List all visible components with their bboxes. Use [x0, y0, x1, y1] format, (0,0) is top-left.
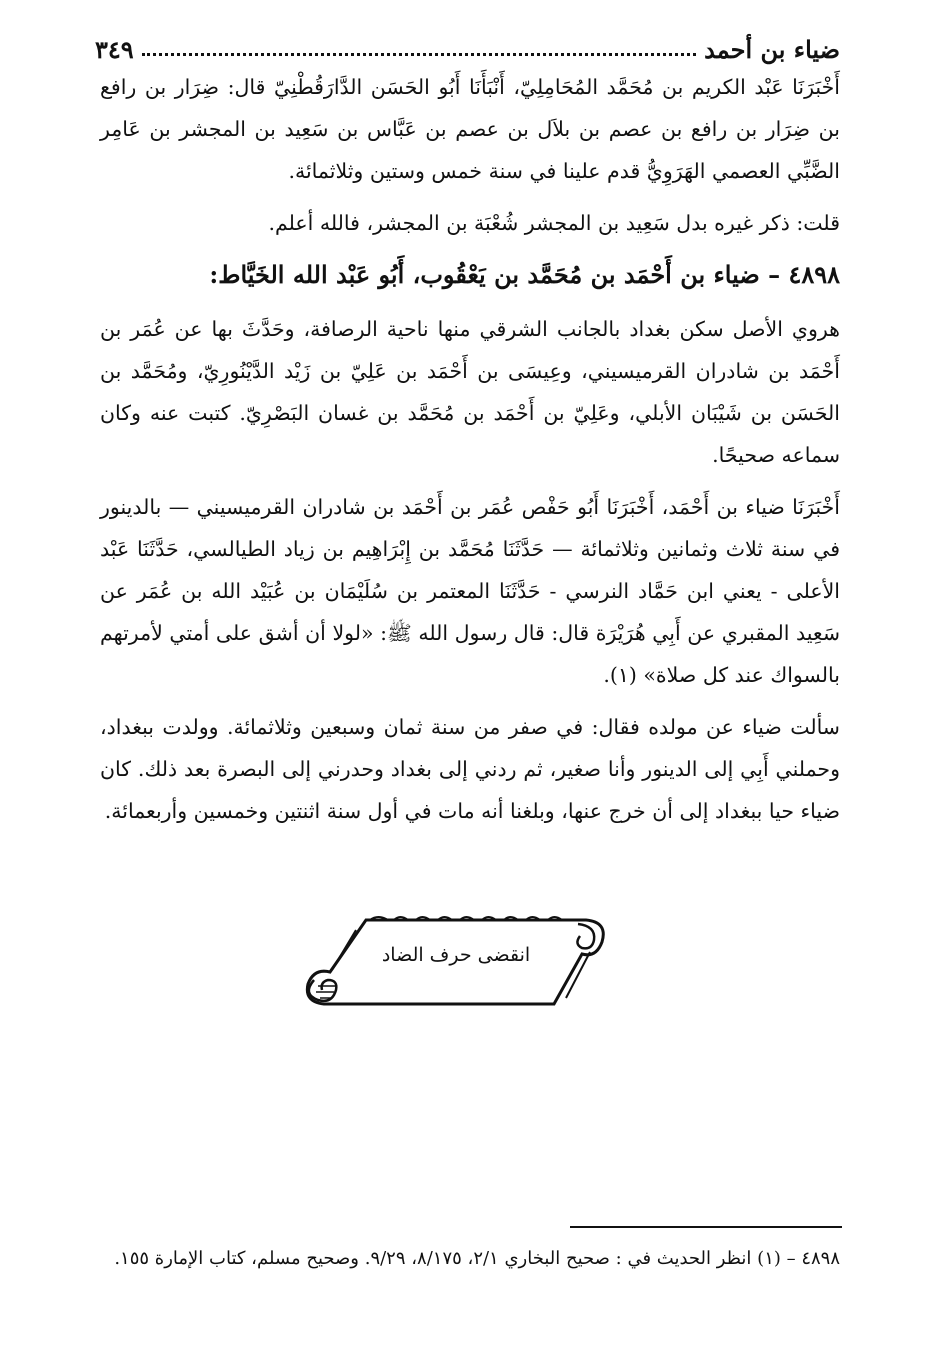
footnote-rule	[570, 1226, 842, 1228]
main-text	[100, 66, 840, 842]
paragraph-birth: سألت ضياء عن مولده فقال: في صفر من سنة ثمان وسبعين وثلاثمائة. وولدت ببغداد، وحملني أَبِي إلى الدينور وأنا صغير، ثم ردني إلى بغداد وحدرني إلى البصرة بعد ذلك. كان ضياء حيا ببغداد إلى أن خرج عنها، وبلغنا أنه مات في أول سنة اثنتين وخمسين وأربعمائة.	[100, 715, 840, 823]
paragraph-narration: أَخْبَرَنَا عَبْد الكريم بن مُحَمَّد المُحَامِلِيّ، أَنْبَأَنَا أَبُو الحَسَن الدَّارَقُطْنِيّ قال: ضِرَار بن رافع بن ضِرَار بن رافع بن عصم بن بلاَل بن عصم بن عَبَّاس بن سَعِيد بن المجشر بن عَامِر الضَّبِّي العصمي الهَرَوِيُّ قدم علينا في سنة خمس وستين وثلاثمائة.	[100, 75, 840, 183]
page-number: ٣٤٩	[95, 35, 134, 64]
paragraph-bio: هروي الأصل سكن بغداد بالجانب الشرقي منها ناحية الرصافة، وحَدَّثَ بها عن عُمَر بن أَحْمَد بن شادران القرميسيني، وعِيسَى بن أَحْمَد بن عَلِيّ بن زَيْد الدَّيْنُورِيّ، ومُحَمَّد بن الحَسَن بن شَيْبَان الأبلي، وعَلِيّ بن أَحْمَد بن مُحَمَّد بن غسان البَصْرِيّ. كتبت عنه وكان سماعه صحيحًا.	[100, 317, 840, 467]
scroll-ornament	[296, 908, 616, 1016]
dotted-leader	[142, 53, 696, 56]
paragraph-hadith: أَخْبَرَنَا ضياء بن أَحْمَد، أَخْبَرَنَا أَبُو حَفْص عُمَر بن أَحْمَد بن شادران القرميسيني — بالدينور في سنة ثلاث وثمانين وثلاثمائة — حَدَّثَنَا مُحَمَّد بن إِبْرَاهِيم بن زياد الطيالسي، حَدَّثَنَا عَبْد الأعلى - يعني ابن حَمَّاد النرسي - حَدَّثَنَا المعتمر بن سُلَيْمَان بن عُبَيْد الله بن عُمَر عن سَعِيد المقبري عن أَبِي هُرَيْرَة قال: قال رسول الله ﷺ: «لولا أن أشق على أمتي لأمرتهم بالسواك عند كل صلاة» (١).	[100, 495, 840, 687]
running-header	[95, 28, 840, 64]
running-title: ضياء بن أحمد	[704, 35, 840, 64]
paragraph-note: قلت: ذكر غيره بدل سَعِيد بن المجشر شُعْبَة بن المجشر، فالله أعلم.	[268, 211, 840, 235]
footnote: ٤٨٩٨ – (١) انظر الحديث في : صحيح البخاري ٢/١، ٨/١٧٥، ٩/٢٩. وصحيح مسلم، كتاب الإمارة ١٥٥.	[114, 1248, 840, 1269]
entry-heading: ٤٨٩٨ – ضياء بن أَحْمَد بن مُحَمَّد بن يَعْقُوب، أَبُو عَبْد الله الخَيَّاط:	[209, 260, 840, 289]
scroll-label: انقضى حرف الضاد	[381, 944, 531, 966]
